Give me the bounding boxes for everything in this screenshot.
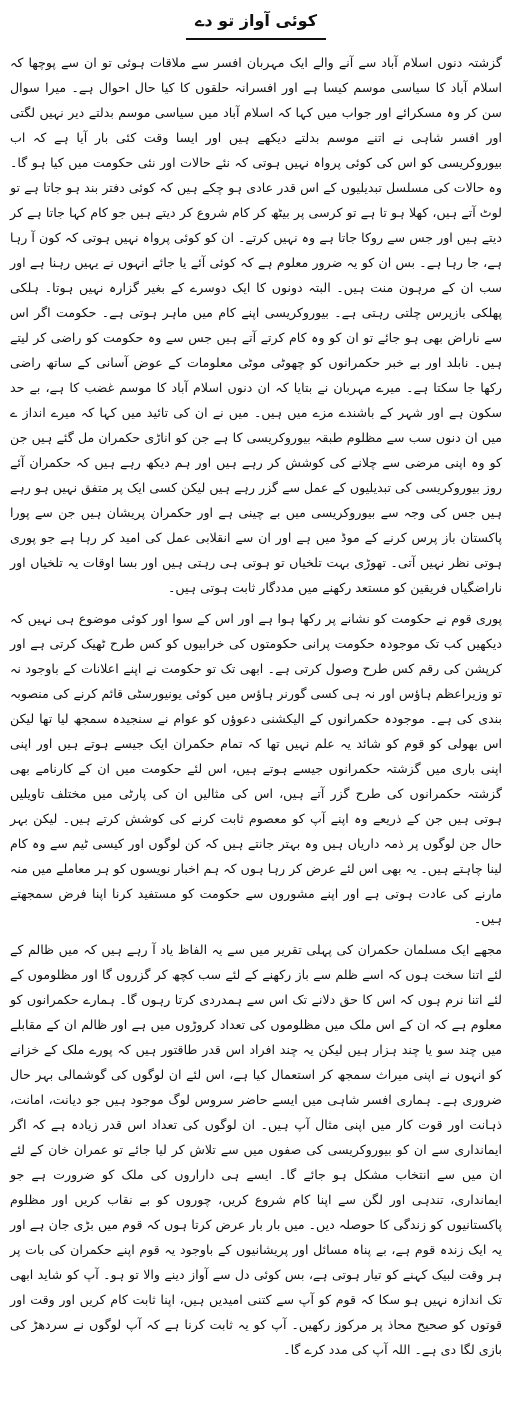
- article-body: [10, 50, 502, 1362]
- article-title: کوئی آواز تو دے: [195, 11, 317, 30]
- article-paragraph: گزشتہ دنوں اسلام آباد سے آنے والے ایک مہربان افسر سے ملاقات ہوئی تو ان سے پوچھا کہ اسلام آباد کا سیاسی موسم کیسا ہے اور افسرانہ حلقوں کا کیا حال احوال ہے۔ میرا سوال سن کر وہ مسکرائے اور جواب میں کہا کہ اسلام آباد میں سیاسی موسم بدلتے دیر نہیں لگتی اور افسر شاہی نے اتنے موسم بدلتے دیکھے ہیں اور ایسا وقت کئی بار آیا ہے کہ اب بیوروکریسی کو اس کی کوئی پرواہ نہیں ہوتی کہ نئے حالات اور نئی حکومت میں کیا ہو گا۔ وہ حالات کی مسلسل تبدیلیوں کے اس قدر عادی ہو چکے ہیں کہ کوئی دفتر بند ہو جاتا ہے تو لوٹ آتے ہیں، کھلا ہو تا ہے تو کرسی پر بیٹھ کر کام شروع کر دیتے ہیں جو کام کہا جاتا ہے کر دیتے ہیں اور جس سے روکا جاتا ہے وہ نہیں کرتے۔ ان کو کوئی پرواہ نہیں ہوتی کہ کون آ رہا ہے، جا رہا ہے۔ بس ان کو یہ ضرور معلوم ہے کہ کوئی آئے یا جائے انہوں نے یہیں رہنا ہے اور سب ان کے مرہون منت ہیں۔ البتہ دونوں کا ایک دوسرے کے بغیر گزارہ نہیں ہوتا۔ ہلکی پھلکی بازپرس چلتی رہتی ہے۔ بیوروکریسی اپنے کام میں ماہر ہوتی ہے۔ حکومت اگر اس سے ناراض بھی ہو جائے تو ان کو وہ کام کرتے آتے ہیں جس سے وہ حکومت کو راضی کر لیتے ہیں۔ نابلد اور بے خبر حکمرانوں کو چھوٹی موٹی معلومات کے عوض آسانی کے ساتھ راضی رکھا جا سکتا ہے۔ میرے مہربان نے بتایا کہ ان دنوں اسلام آباد کا موسم غضب کا ہے، بے حد سکون ہے اور شہر کے باشندے مزے میں ہیں۔ میں نے ان کی تائید میں کہا کہ میرے انداز ے میں ان دنوں سب سے مظلوم طبقہ بیوروکریسی کا ہے جن کو اناڑی حکمران مل گئے ہیں جن کو وہ اپنی مرضی سے چلانے کی کوشش کر رہے ہیں اور ہم دیکھ رہے ہیں کہ حکمران آئے روز بیوروکریسی کی تبدیلیوں کے عمل سے گزر رہے ہیں لیکن کسی ایک پر متفق نہیں ہو رہے ہیں جس کی وجہ سے بیوروکریسی میں بے چینی ہے اور حکمران پریشان ہیں جن سے پورا پاکستان باز پرس کرنے کے موڈ میں ہے اور ان سے انقلابی عمل کی امید کر رہا ہے جو پوری ہوتی نظر نہیں آتی۔ تھوڑی بہت تلخیاں تو ہوتی ہی رہتی ہیں اور بسا اوقات یہ تلخیاں اور ناراضگیاں فریقین کو مستعد رکھنے میں مددگار ثابت ہوتی ہیں۔: [10, 55, 502, 595]
- article-paragraph: مجھے ایک مسلمان حکمران کی پہلی تقریر میں سے یہ الفاظ یاد آ رہے ہیں کہ میں ظالم کے لئے اتنا سخت ہوں کہ اسے ظلم سے باز رکھنے کے لئے سب کچھ کر گزروں گا اور مظلوموں کے لئے اتنا نرم ہوں کہ اس کا حق دلانے تک اس سے ہمدردی کرتا رہوں گا۔ ہمارے حکمرانوں کو معلوم ہے کہ ان کے اس ملک میں مظلوموں کی تعداد کروڑوں میں ہے اور ظالم ان کے مقابلے میں چند سو یا چند ہزار ہیں لیکن یہ چند افراد اس قدر طاقتور ہیں کہ پورے ملک کے خزانے کو انہوں نے اپنی میراث سمجھ کر استعمال کیا ہے، اس لئے ان لوگوں کی گوشمالی بہر حال ضروری ہے۔ ہماری افسر شاہی میں ایسے حاضر سروس لوگ موجود ہیں جو دیانت، امانت، ذہانت اور قوت کار میں اپنی مثال آپ ہیں۔ ان لوگوں کی تعداد اس قدر زیادہ ہے کہ اگر ایمانداری سے ان کو بیوروکریسی کی صفوں میں سے تلاش کر لیا جائے تو عمران خان کے لئے ان میں سے انتخاب مشکل ہو جائے گا۔ ایسے ہی داراروں کی ملک کو ضرورت ہے جو ایمانداری، تندہی اور لگن سے اپنا کام شروع کریں، چوروں کو بے نقاب کریں اور مظلوم پاکستانیوں کو زندگی کا حوصلہ دیں۔ میں بار بار عرض کرتا ہوں کہ قوم میں بڑی جان ہے اور یہ ایک زندہ قوم ہے، بے پناہ مسائل اور پریشانیوں کے باوجود یہ قوم اپنے حکمران کی بات پر ہر وقت لبیک کہنے کو تیار ہوتی ہے، بس کوئی دل سے آواز دینے والا تو ہو۔ آپ کو شاید ابھی تک اندازہ نہیں ہو سکا کہ قوم کو آپ سے کتنی امیدیں ہیں، اپنا ثابت کام کریں اور وقت اور قوتوں کو صحیح محاذ پر مرکوز رکھیں۔ آپ کو یہ ثابت کرنا ہے کہ آپ لوگوں نے سردھڑ کی بازی لگا دی ہے۔ اللہ آپ کی مدد کرے گا۔: [10, 942, 502, 1357]
- article-paragraph: پوری قوم نے حکومت کو نشانے پر رکھا ہوا ہے اور اس کے سوا اور کوئی موضوع ہی نہیں کہ دیکھیں کب تک موجودہ حکومت پرانی حکومتوں کی خرابیوں کو کس طرح ٹھیک کرتی ہے اور کرپشن کی رقم کس طرح وصول کرتی ہے۔ ابھی تک تو حکومت نے اپنے اعلانات کے باوجود نہ تو وزیراعظم ہاؤس اور نہ ہی کسی گورنر ہاؤس میں کوئی یونیورسٹی قائم کرنے کی منصوبہ بندی کی ہے۔ موجودہ حکمرانوں کے الیکشنی دعوؤں کو عوام نے سنجیدہ سمجھ لیا تھا لیکن اس بھولی کو قوم کو شائد یہ علم نہیں تھا کہ تمام حکمران ایک جیسے ہوتے ہیں اور اپنی اپنی باری میں گزشتہ حکمرانوں جیسے ہوتے ہیں، اس لئے حکومت میں ان کے کارنامے بھی گزشتہ حکمرانوں کی طرح گزر آتے ہیں، اس کی مثالیں ان کی پارٹی میں مختلف تاویلیں ہوتی ہیں جن کے ذریعے وہ اپنے آپ کو معصوم ثابت کرنے کی کوشش کرتے ہیں۔ لیکن بہر حال جن لوگوں پر ذمہ داریاں ہیں وہ بہتر جانتے ہیں کہ کن لوگوں اور کیسی ٹیم سے وہ کام لینا چاہتے ہیں۔ یہ بھی اس لئے عرض کر رہا ہوں کہ ہم اخبار نویسوں کو ہر معاملے میں منہ مارنے کی عادت ہوتی ہے اور اپنے مشوروں سے حکومت کو مستفید کرنا اپنا فرض سمجھتے ہیں۔: [10, 611, 502, 926]
- title-underline: [186, 38, 326, 40]
